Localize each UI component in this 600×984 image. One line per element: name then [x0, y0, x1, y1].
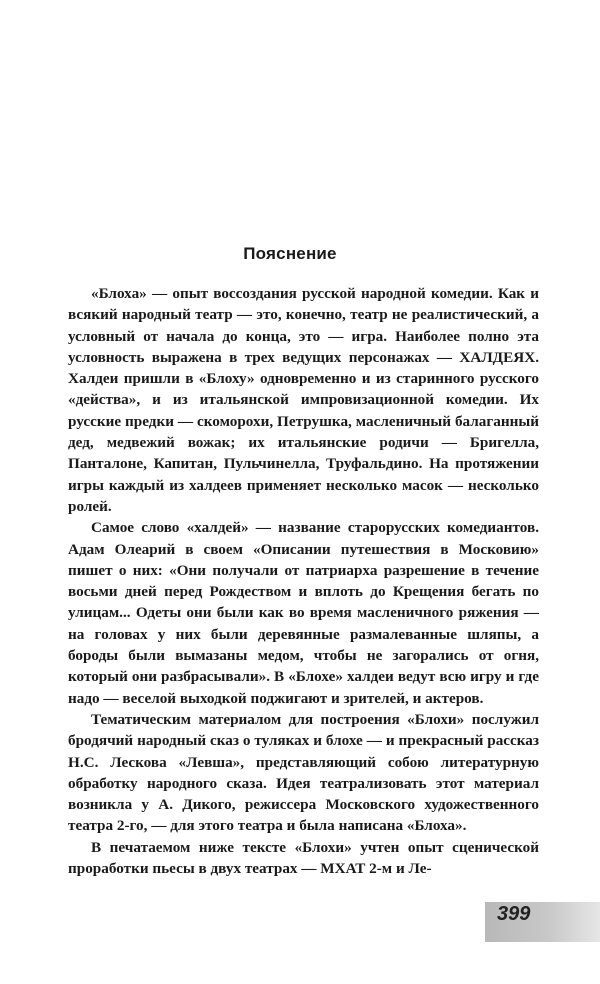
paragraph-3: Тематическим материалом для построения «Блохи» послужил бродячий народный сказ о туляках и блохе — и прекрасный рассказ Н.С. Лескова «Левша», представляющий собою литературную обработку народного сказа. Идея театрализовать этот материал возникла у А. Дикого, режиссера Московского художественного театра 2-го, — для этого театра и была написана «Блоха».: [68, 710, 539, 835]
body-text: [68, 283, 539, 879]
paragraph-2: Самое слово «халдей» — название старорусских комедиантов. Адам Олеарий в своем «Описании путешествия в Московию» пишет о них: «Они получали от патриарха разрешение в течение восьми дней перед Рождеством и вплоть до Крещения бегать по улицам... Одеты они были как во время масленичного ряжения — на головах у них были деревянные размалеванные шляпы, а бороды были вымазаны медом, чтобы не загорались от огня, который они разбрасывали». В «Блохе» халдеи ведут всю игру и где надо — веселой выходкой поджигают и зрителей, и актеров.: [68, 519, 539, 707]
page-number: 399: [497, 903, 531, 925]
paragraph-4: В печатаемом ниже тексте «Блохи» учтен опыт сценической проработки пьесы в двух театрах — МХАТ 2-м и Ле-: [68, 838, 539, 878]
paragraph-1: «Блоха» — опыт воссоздания русской народной комедии. Как и всякий народный театр — это, конечно, театр не реалистический, а условный от начала до конца, это — игра. Наиболее полно эта условность выражена в трех ведущих персонажах — ХАЛДЕЯХ. Халдеи пришли в «Блоху» одновременно и из старинного русского «действа», и из итальянской импровизационной комедии. Их русские предки — скоморохи, Петрушка, масленичный балаганный дед, медвежий вожак; их итальянские родичи — Бригелла, Панталоне, Капитан, Пульчинелла, Труфальдино. На протяжении игры каждый из халдеев применяет несколько масок — несколько ролей.: [68, 285, 539, 515]
section-heading: Пояснение: [243, 244, 337, 263]
